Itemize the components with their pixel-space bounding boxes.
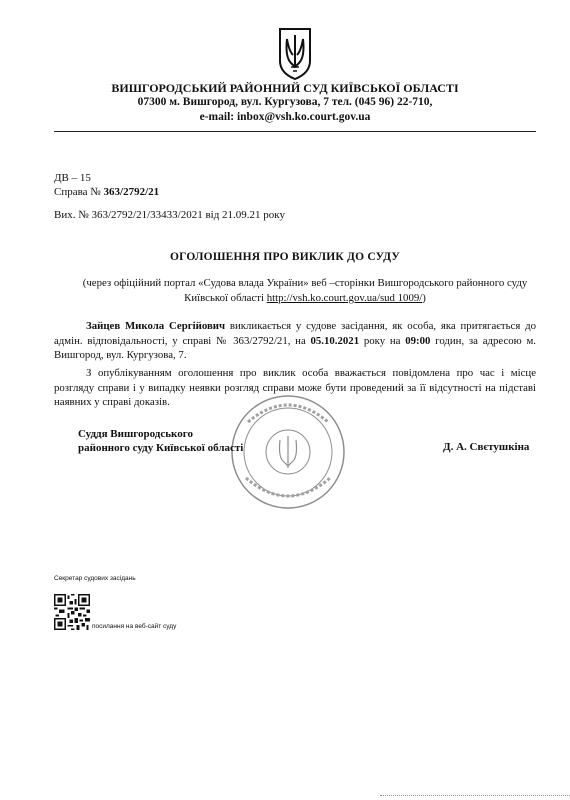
summons-paragraph [54,319,536,363]
form-code: ДВ – 15 [54,172,91,184]
case-label: Справа № [54,186,101,198]
subtitle-close: ) [422,292,426,304]
case-line [54,186,159,198]
summons-text-a: викликається у судове засідання, як особа, яка притягається до адмін. відповідальності, у справі № 363/2792/21, на [54,320,536,347]
judge-position [78,427,243,455]
court-name: ВИШГОРОДСЬКИЙ РАЙОННИЙ СУД КИЇВСЬКОЇ ОБЛАСТІ [111,81,459,95]
secretary-label: Секретар судових засідань [54,575,136,582]
case-number: 363/2792/21 [103,186,160,198]
announcement-subtitle [70,276,540,306]
qr-website-note: посилання на веб-сайт суду [92,623,177,630]
header-divider [54,131,536,132]
court-address: 07300 м. Вишгород, вул. Кургузова, 7 тел. (045 96) 22-710, [137,96,433,108]
outgoing-number: Вих. № 363/2792/21/33433/2021 від 21.09.21 року [54,209,285,221]
judge-position-line2: районного суду Київської області [78,442,244,454]
notice-paragraph: З опублікуванням оголошення про виклик особа вважається повідомлена про час і місце розгляду справи і у випадку неявки розгляд справи може бути проведений за її відсутності на підставі наявних у справі доказів. [54,367,536,408]
hearing-time: 09:00 [405,334,431,347]
judge-name: Д. А. Свєтушкіна [443,441,530,453]
summoned-person-name: Зайцев Микола Сергійович [86,320,226,332]
judge-position-line1: Суддя Вишгородського [78,428,193,440]
qr-code-icon [54,594,90,630]
bottom-scan-line [380,795,570,796]
court-website-link[interactable]: http://vsh.ko.court.gov.ua/sud 1009/ [266,292,423,304]
summons-text-b: року на [359,334,406,347]
subtitle-text: (через офіційний портал «Судова влада України» веб –сторінки Вишгородського районного суду Київської області [82,277,528,304]
court-email: e-mail: inbox@vsh.ko.court.gov.ua [199,111,371,123]
hearing-date: 05.10.2021 [310,334,360,347]
coat-of-arms-icon [277,27,313,81]
court-stamp-icon [228,392,348,512]
summons-text-c: годин, за адресою м. Вишгород, вул. Кургузова, 7. [54,334,536,361]
announcement-title: ОГОЛОШЕННЯ ПРО ВИКЛИК ДО СУДУ [169,251,401,263]
